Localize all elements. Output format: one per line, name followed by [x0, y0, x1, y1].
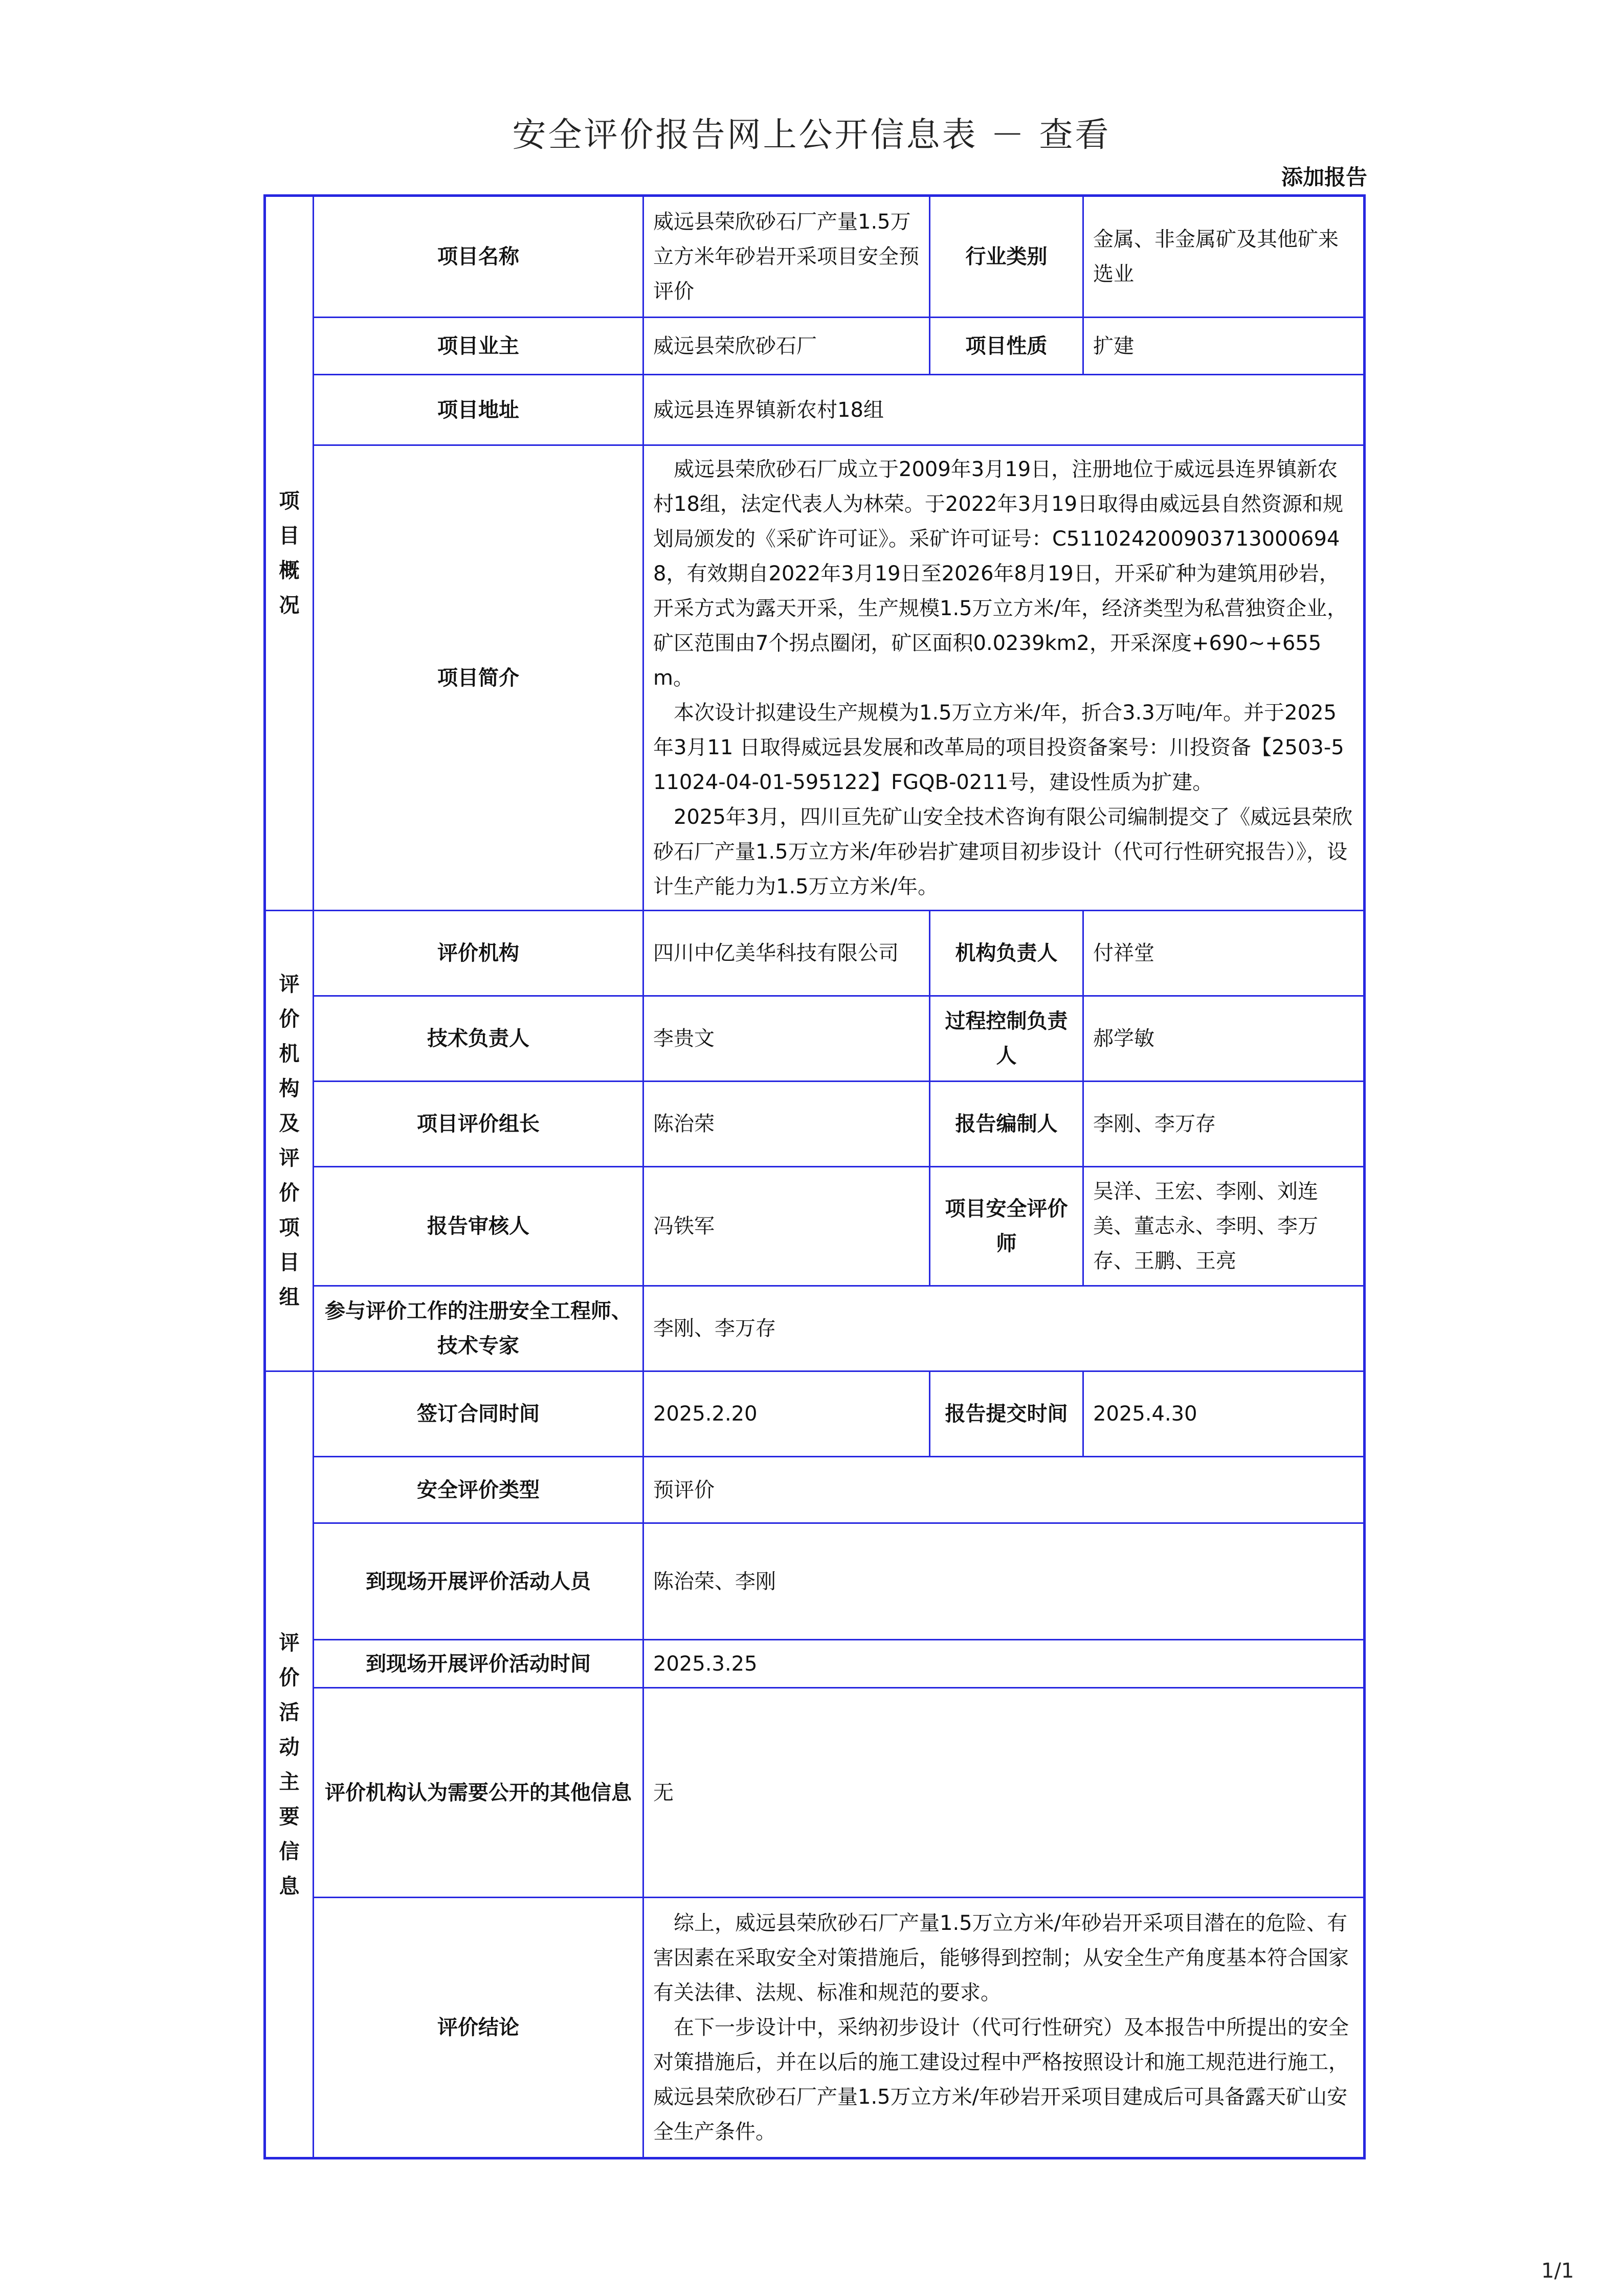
page-number: 1/1 — [1541, 2259, 1574, 2283]
group-leader-label: 项目评价组长 — [314, 1082, 643, 1167]
tech-lead-value: 李贵文 — [643, 996, 930, 1082]
section-activity: 评 价 活 动 主 要 信 息 — [265, 1371, 314, 2158]
contract-date-value: 2025.2.20 — [643, 1371, 930, 1457]
add-report-link[interactable]: 添加报告 — [1281, 165, 1367, 190]
section-org: 评 价 机 构 及 评 价 项 目 组 — [265, 911, 314, 1371]
process-lead-label: 过程控制负责人 — [930, 996, 1083, 1082]
address-value: 威远县连界镇新农村18组 — [643, 375, 1365, 445]
process-lead-value: 郝学敏 — [1083, 996, 1365, 1082]
info-table — [263, 194, 1366, 2159]
other-info-value: 无 — [643, 1688, 1365, 1898]
onsite-time-label: 到现场开展评价活动时间 — [314, 1640, 643, 1688]
intro-label: 项目简介 — [314, 445, 643, 911]
experts-value: 李刚、李万存 — [643, 1286, 1365, 1371]
agency-label: 评价机构 — [314, 911, 643, 996]
group-leader-value: 陈治荣 — [643, 1082, 930, 1167]
agency-head-value: 付祥堂 — [1083, 911, 1365, 996]
page-title: 安全评价报告网上公开信息表 － 查看 — [512, 115, 1111, 154]
submit-date-label: 报告提交时间 — [930, 1371, 1083, 1457]
assessor-label: 项目安全评价师 — [930, 1167, 1083, 1286]
intro-value — [643, 445, 1365, 911]
tech-lead-label: 技术负责人 — [314, 996, 643, 1082]
conclusion-paragraph: 在下一步设计中，采纳初步设计（代可行性研究）及本报告中所提出的安全对策措施后，并在以后的施工建设过程中严格按照设计和施工规范进行施工，威远县荣欣砂石厂产量1.5万立方米/年砂岩开采项目建成后可具备露天矿山安全生产条件。 — [653, 2016, 1349, 2144]
report-author-label: 报告编制人 — [930, 1082, 1083, 1167]
eval-type-label: 安全评价类型 — [314, 1457, 643, 1523]
industry-label: 行业类别 — [930, 196, 1083, 318]
reviewer-value: 冯铁军 — [643, 1167, 930, 1286]
project-name-label: 项目名称 — [314, 196, 643, 318]
nature-label: 项目性质 — [930, 318, 1083, 375]
contract-date-label: 签订合同时间 — [314, 1371, 643, 1457]
intro-paragraph: 威远县荣欣砂石厂成立于2009年3月19日，注册地位于威远县连界镇新农村18组，法定代表人为林荣。于2022年3月19日取得由威远县自然资源和规划局颁发的《采矿许可证》。采矿许可证号：C5110242009037130006948，有效期自2022年3月19日至2026年8月19日，开采矿种为建筑用砂岩，开采方式为露天开采，生产规模1.5万立方米/年，经济类型为私营独资企业，矿区范围由7个拐点圈闭，矿区面积0.0239km2，开采深度+690~+655m。 — [653, 457, 1348, 690]
conclusion-label: 评价结论 — [314, 1898, 643, 2158]
report-author-value: 李刚、李万存 — [1083, 1082, 1365, 1167]
intro-paragraph: 2025年3月，四川亘先矿山安全技术咨询有限公司编制提交了《威远县荣欣砂石厂产量1.5万立方米/年砂岩扩建项目初步设计（代可行性研究报告）》，设计生产能力为1.5万立方米/年。 — [653, 805, 1353, 898]
address-label: 项目地址 — [314, 375, 643, 445]
eval-type-value: 预评价 — [643, 1457, 1365, 1523]
onsite-people-value: 陈治荣、李刚 — [643, 1523, 1365, 1640]
experts-label: 参与评价工作的注册安全工程师、技术专家 — [314, 1286, 643, 1371]
other-info-label: 评价机构认为需要公开的其他信息 — [314, 1688, 643, 1898]
owner-label: 项目业主 — [314, 318, 643, 375]
agency-head-label: 机构负责人 — [930, 911, 1083, 996]
conclusion-paragraph: 综上，威远县荣欣砂石厂产量1.5万立方米/年砂岩开采项目潜在的危险、有害因素在采取安全对策措施后，能够得到控制；从安全生产角度基本符合国家有关法律、法规、标准和规范的要求。 — [653, 1911, 1349, 2005]
conclusion-value — [643, 1898, 1365, 2158]
nature-value: 扩建 — [1083, 318, 1365, 375]
submit-date-value: 2025.4.30 — [1083, 1371, 1365, 1457]
onsite-time-value: 2025.3.25 — [643, 1640, 1365, 1688]
owner-value: 威远县荣欣砂石厂 — [643, 318, 930, 375]
reviewer-label: 报告审核人 — [314, 1167, 643, 1286]
agency-value: 四川中亿美华科技有限公司 — [643, 911, 930, 996]
onsite-people-label: 到现场开展评价活动人员 — [314, 1523, 643, 1640]
industry-value: 金属、非金属矿及其他矿来选业 — [1083, 196, 1365, 318]
section-overview: 项 目 概 况 — [265, 196, 314, 911]
intro-paragraph: 本次设计拟建设生产规模为1.5万立方米/年，折合3.3万吨/年。并于2025年3月11 日取得威远县发展和改革局的项目投资备案号：川投资备【2503-511024-04-01-595122】FGQB-0211号，建设性质为扩建。 — [653, 701, 1344, 794]
assessor-value: 吴洋、王宏、李刚、刘连美、董志永、李明、李万存、王鹏、王亮 — [1083, 1167, 1365, 1286]
project-name-value: 威远县荣欣砂石厂产量1.5万立方米年砂岩开采项目安全预评价 — [643, 196, 930, 318]
